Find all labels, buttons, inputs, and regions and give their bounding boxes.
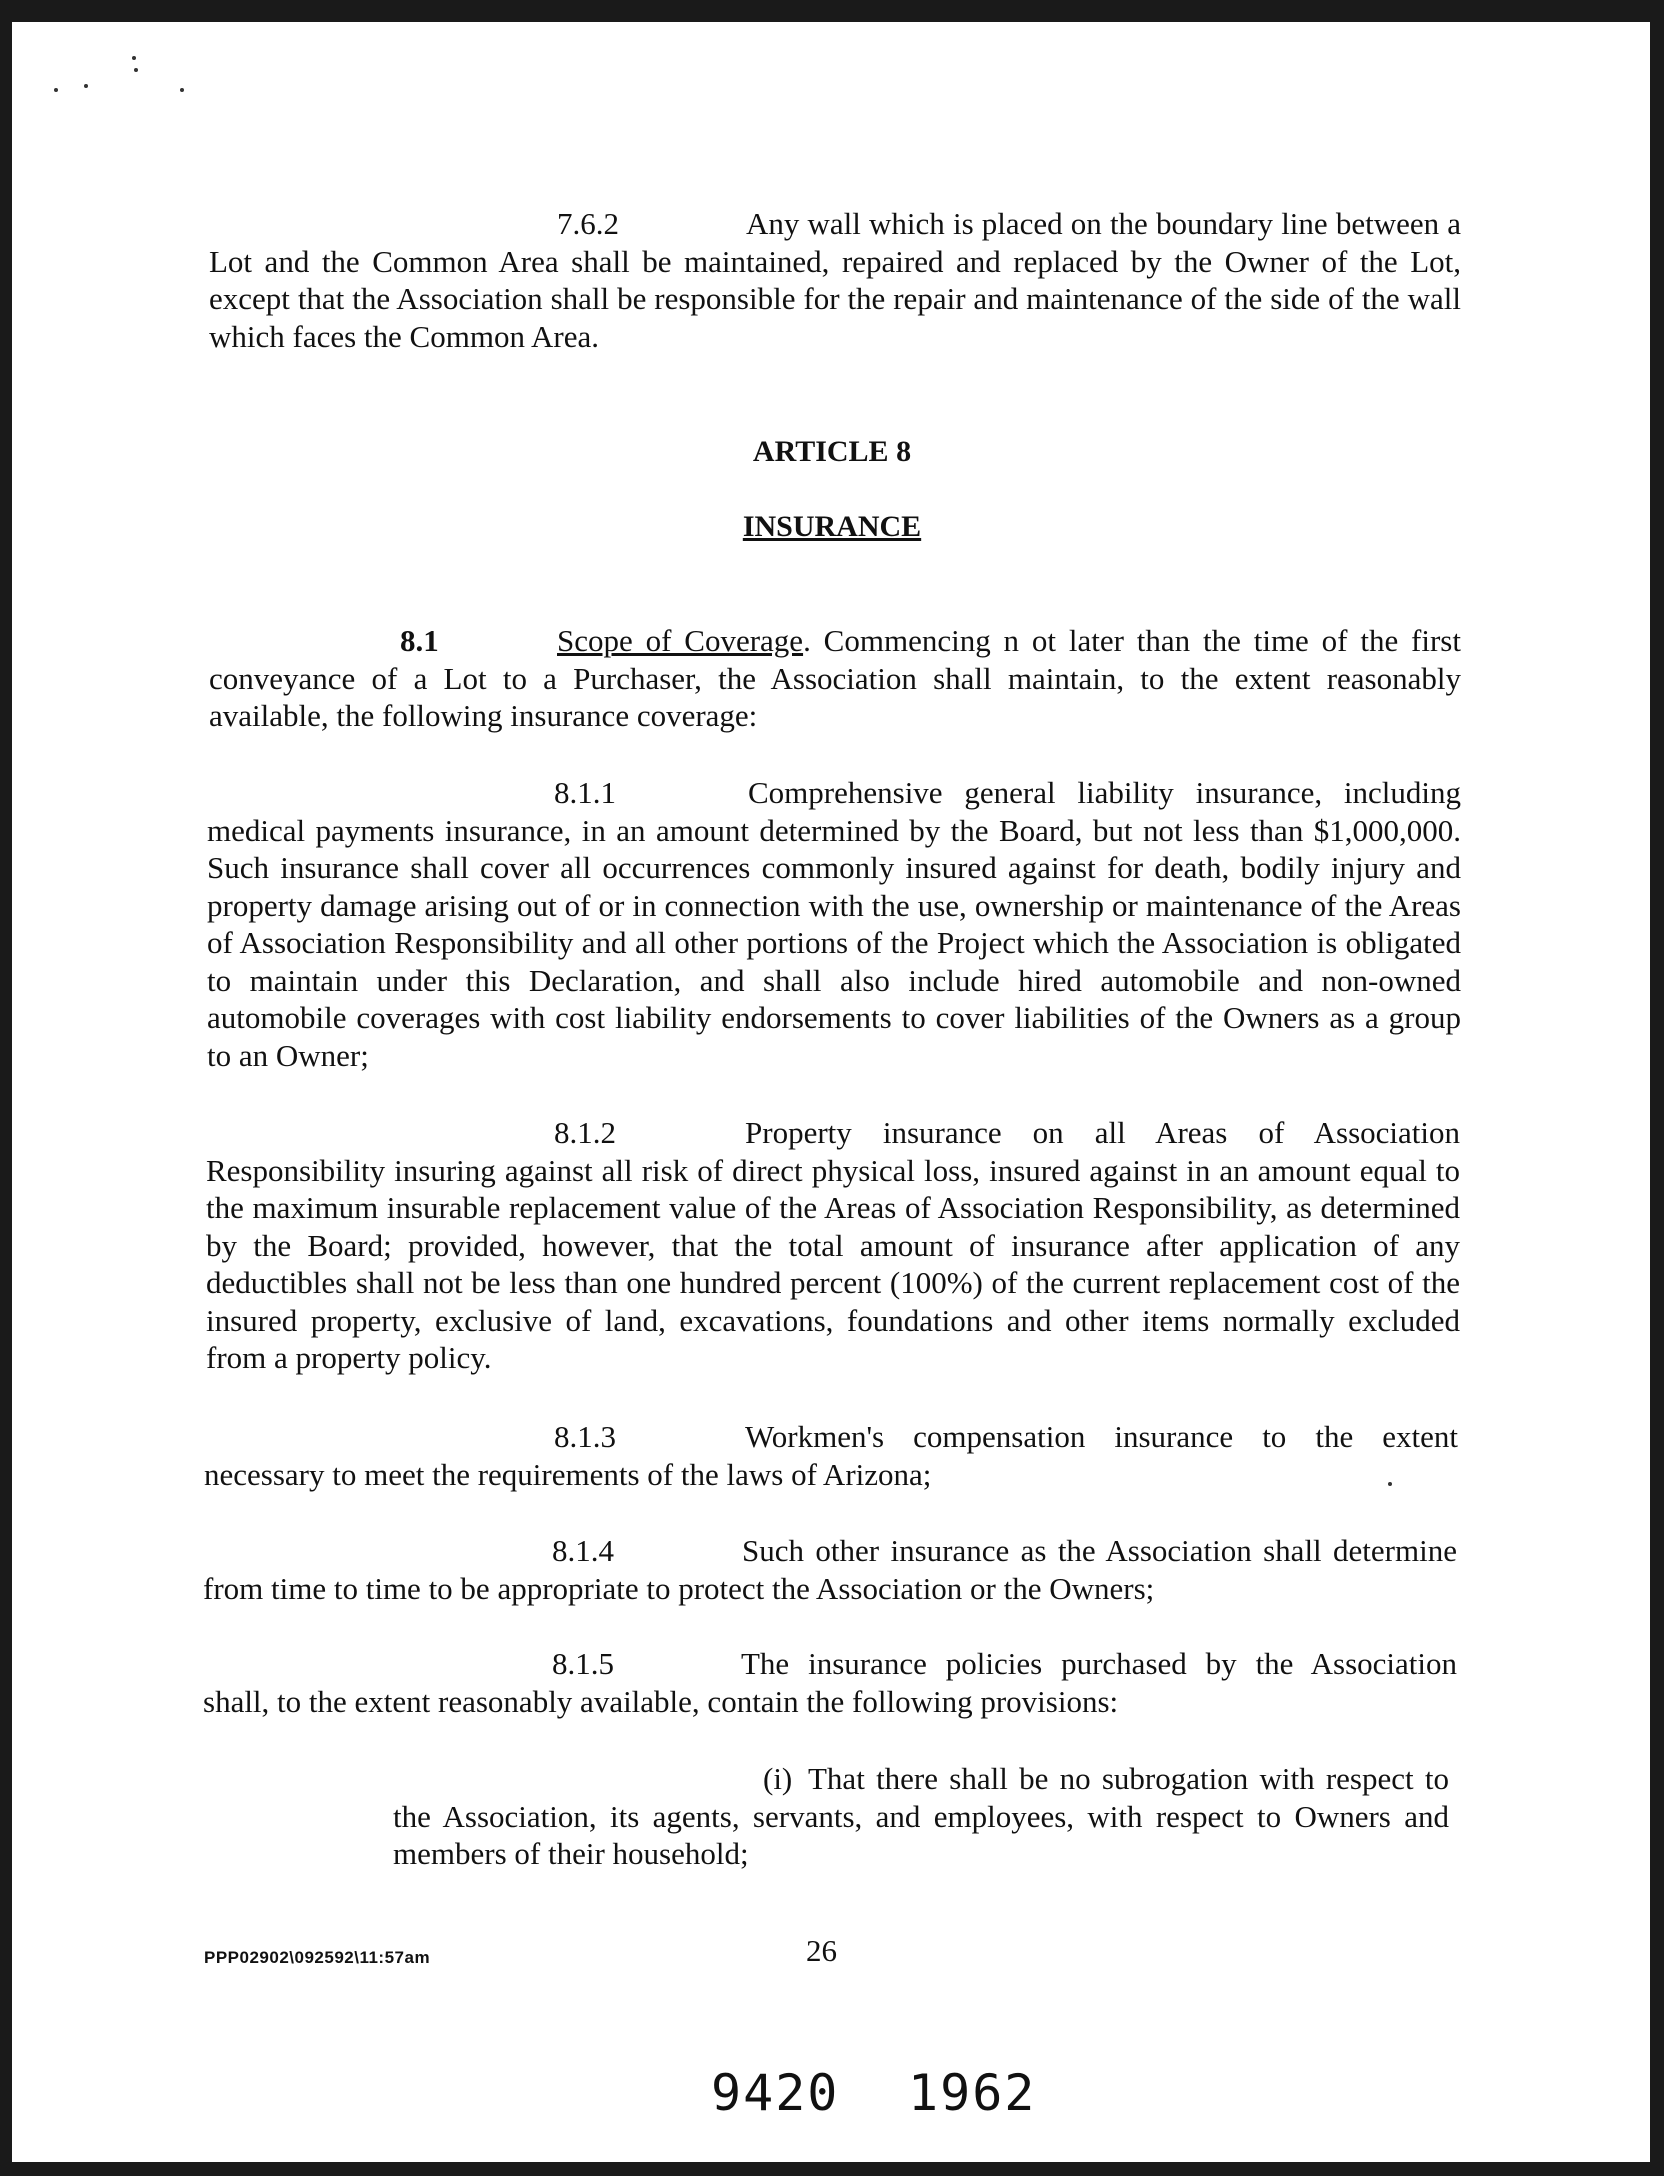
document-code: PPP02902\092592\11:57am	[204, 1948, 431, 1967]
section-text: That there shall be no subrogation with respect to the Association, its agents, servants, and employees, with respect to Owners and members of their household;	[393, 1761, 1449, 1871]
section-number: 8.1.3	[554, 1419, 616, 1454]
section-number: 7.6.2	[557, 206, 619, 241]
article-subtitle	[0, 510, 1664, 544]
section-number: (i)	[763, 1761, 793, 1796]
section-8-1-1	[207, 774, 1461, 1074]
section-number: 8.1.2	[554, 1115, 616, 1150]
stamp-number-right: 1962	[908, 2064, 1037, 2122]
section-number: 8.1.4	[552, 1533, 614, 1568]
page-number: 26	[806, 1933, 837, 1968]
section-text: Any wall which is placed on the boundary line between a Lot and the Common Area shall be maintained, repaired and replaced by the Owner of the Lot, except that the Association shall be responsible for the repair and maintenance of the side of the wall which faces the Common Area.	[209, 206, 1461, 354]
section-number: 8.1	[400, 623, 439, 658]
section-8-1-3	[204, 1418, 1458, 1493]
article-title: ARTICLE 8	[752, 435, 912, 468]
scan-speck	[54, 88, 58, 92]
section-8-1-5	[203, 1645, 1457, 1720]
section-i	[393, 1760, 1449, 1873]
section-8-1-4	[203, 1532, 1457, 1607]
section-text: Comprehensive general liability insurance, including medical payments insurance, in an amount determined by the Board, but not less than $1,000,000. Such insurance shall cover all occurrences commonly insured against for death, bodily injury and property damage arising out of or in connection with the use, ownership or maintenance of the Areas of Association Responsibility and all other portions of the Project which the Association is obligated to maintain under this Declaration, and shall also include hired automobile and non-owned automobile coverages with cost liability endorsements to cover liabilities of the Owners as a group to an Owner;	[207, 775, 1461, 1073]
section-text: Workmen's compensation insurance to the extent necessary to meet the requirements of the laws of Arizona;	[204, 1419, 1458, 1492]
section-text: The insurance policies purchased by the Association shall, to the extent reasonably available, contain the following provisions:	[203, 1646, 1457, 1719]
section-text: Such other insurance as the Association shall determine from time to time to be appropriate to protect the Association or the Owners;	[203, 1533, 1457, 1606]
scan-speck	[180, 88, 184, 92]
section-8-1-2	[206, 1114, 1460, 1377]
section-8-1	[209, 622, 1461, 735]
section-number: 8.1.5	[552, 1646, 614, 1681]
stamp-number-left: 9420	[711, 2064, 840, 2122]
section-heading: Scope of Coverage	[557, 623, 804, 658]
article-subtitle-text: INSURANCE	[742, 510, 922, 543]
scan-speck	[84, 84, 88, 88]
scan-speck	[134, 68, 138, 72]
section-7-6-2	[209, 205, 1461, 355]
section-text: . Commencing n ot later than the time of the first conveyance of a Lot to a Purchaser, the Association shall maintain, to the extent reasonably available, the following insurance coverage:	[209, 623, 1461, 733]
section-text: Property insurance on all Areas of Association Responsibility insuring against all risk of direct physical loss, insured against in an amount equal to the maximum insurable replacement value of the Areas of Association Responsibility, as determined by the Board; provided, however, that the total amount of insurance after application of any deductibles shall not be less than one hundred percent (100%) of the current replacement cost of the insured property, exclusive of land, excavations, foundations and other items normally excluded from a property policy.	[206, 1115, 1460, 1375]
section-number: 8.1.1	[554, 775, 616, 810]
scan-speck	[132, 56, 136, 60]
